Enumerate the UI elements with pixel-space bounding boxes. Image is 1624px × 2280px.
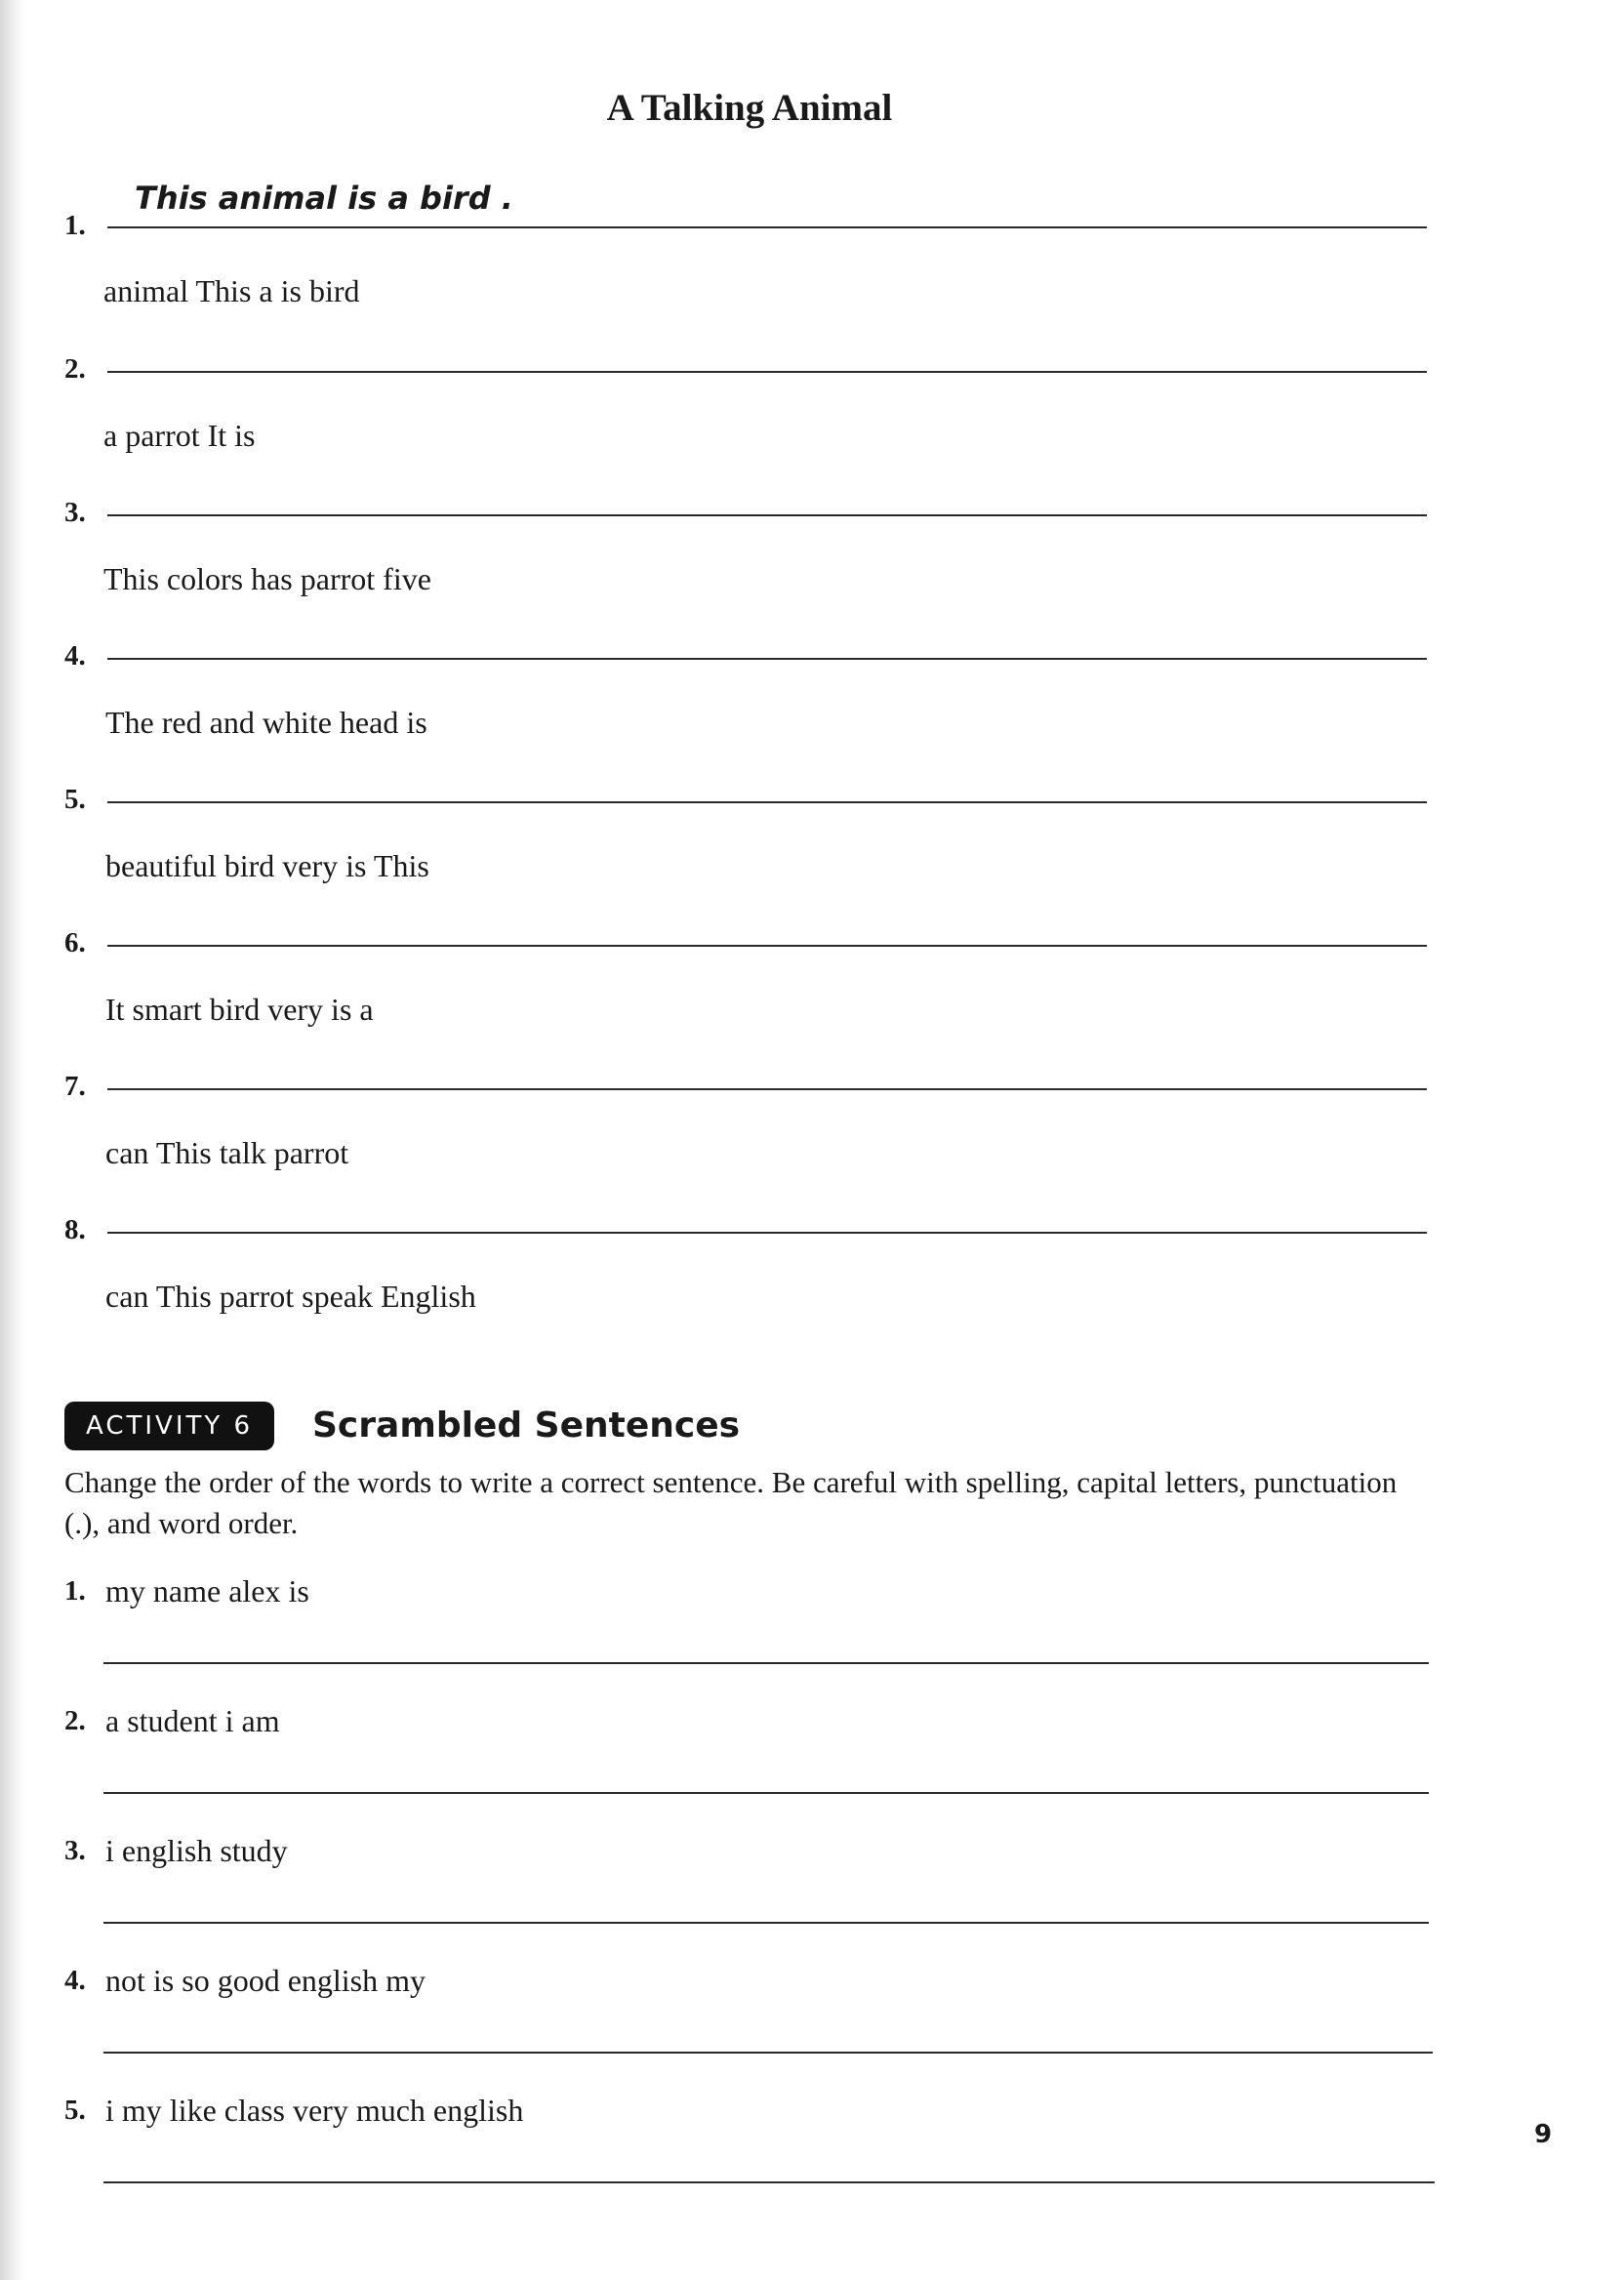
scrambled-prompt: animal This a is bird <box>103 273 360 308</box>
item-number: 4. <box>64 640 86 672</box>
item-number: 5. <box>64 784 86 815</box>
scrambled-prompt: i my like class very much english <box>105 2093 524 2128</box>
worksheet-title: A Talking Animal <box>606 87 893 129</box>
scrambled-prompt: a student i am <box>105 1703 280 1738</box>
answer-line[interactable] <box>103 1792 1429 1794</box>
scrambled-prompt: beautiful bird very is This <box>105 848 429 883</box>
answer-line[interactable] <box>103 2052 1433 2054</box>
item-number: 8. <box>64 1214 86 1245</box>
answer-line[interactable] <box>107 801 1427 803</box>
answer-line[interactable] <box>103 1662 1429 1664</box>
item-number: 7. <box>64 1071 86 1102</box>
scrambled-prompt: i english study <box>105 1833 288 1868</box>
answer-line[interactable] <box>107 1232 1427 1234</box>
item-number: 2. <box>64 353 86 385</box>
scrambled-prompt: can This parrot speak English <box>105 1279 476 1314</box>
scrambled-prompt: can This talk parrot <box>105 1135 349 1170</box>
item-number: 1. <box>64 1575 86 1607</box>
answer-line[interactable] <box>107 371 1427 373</box>
item-number: 3. <box>64 1835 86 1866</box>
item-number: 2. <box>64 1705 86 1736</box>
activity-instructions: Change the order of the words to write a correct sentence. Be careful with spelling, capital letters, punctuation (.), and word order. <box>64 1465 1398 1540</box>
answer-line[interactable] <box>107 945 1427 947</box>
handwritten-answer: This animal is a bird . <box>135 180 513 217</box>
answer-line[interactable] <box>107 658 1427 660</box>
answer-line[interactable] <box>107 514 1427 516</box>
answer-line[interactable] <box>107 226 1427 228</box>
item-number: 1. <box>64 210 86 241</box>
page-number: 9 <box>1534 2120 1553 2149</box>
item-number: 3. <box>64 497 86 528</box>
scrambled-prompt: my name alex is <box>105 1573 309 1608</box>
scrambled-prompt: not is so good english my <box>105 1963 426 1998</box>
scrambled-prompt: This colors has parrot five <box>103 561 431 596</box>
activity-badge: ACTIVITY 6 <box>64 1402 274 1450</box>
item-number: 6. <box>64 927 86 958</box>
scrambled-prompt: It smart bird very is a <box>105 992 374 1027</box>
scrambled-prompt: a parrot It is <box>103 418 256 453</box>
scrambled-prompt: The red and white head is <box>105 705 427 740</box>
answer-line[interactable] <box>103 2181 1435 2183</box>
answer-line[interactable] <box>103 1922 1429 1924</box>
item-number: 5. <box>64 2095 86 2126</box>
item-number: 4. <box>64 1965 86 1996</box>
activity-title: Scrambled Sentences <box>312 1405 741 1445</box>
page-edge-shadow <box>0 0 25 2280</box>
answer-line[interactable] <box>107 1088 1427 1090</box>
